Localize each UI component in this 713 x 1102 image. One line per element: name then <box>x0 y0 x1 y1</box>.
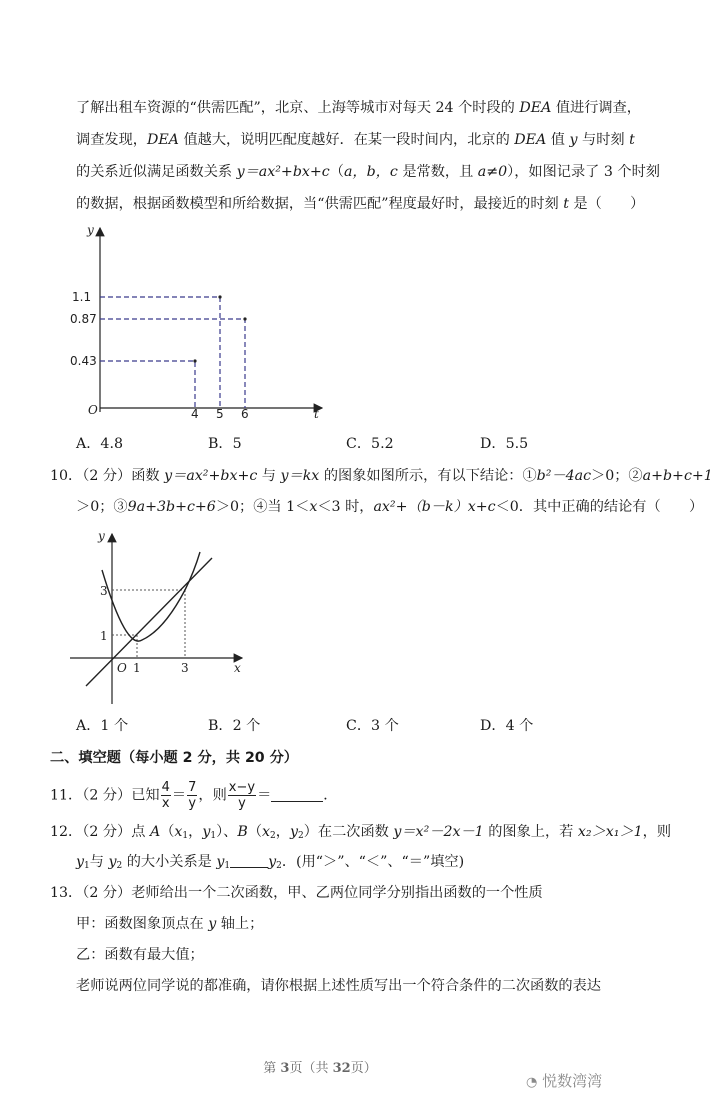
x-tick-4: 4 <box>191 407 199 421</box>
q10-option-b[interactable]: B．2 个 <box>208 718 261 734</box>
q11-answer-blank[interactable] <box>271 787 323 802</box>
figure-parabola-line <box>64 528 254 708</box>
fraction-4-over-x: $\frac{4}{x}$ <box>161 780 170 811</box>
y-tick-3: 3 <box>100 584 108 598</box>
q9-line-4: 的数据，根据函数模型和所给数据，当“供需匹配”程度最好时，最接近的时刻 t 是（ ） <box>76 196 645 212</box>
y-axis-label: y <box>87 223 94 237</box>
wechat-icon: ◔ <box>526 1075 538 1090</box>
x-axis-label: x <box>234 661 241 675</box>
y-tick-1: 1 <box>100 629 108 643</box>
q9-line-2: 调查发现，DEA 值越大，说明匹配度越好．在某一段时间内，北京的 DEA 值 y 与时刻 t <box>76 132 635 148</box>
q12-answer-blank[interactable] <box>230 853 268 868</box>
watermark: ◔ 悦数湾湾 <box>526 1072 603 1090</box>
fraction-7-over-y: $\frac{7}{y}$ <box>188 780 197 811</box>
q10-line-2: ＞0；③9a+3b+c+6＞0；④当 1＜x＜3 时，ax²+（b－k）x+c＜0．其中正确的结论有（ ） <box>76 499 704 515</box>
q10-option-a[interactable]: A．1 个 <box>76 718 129 734</box>
q13-line-1: 13．（2 分）老师给出一个二次函数，甲、乙两位同学分别指出函数的一个性质 <box>50 885 543 901</box>
origin-label: O <box>88 403 98 417</box>
q10-line-1: 10．（2 分）函数 y＝ax²+bx+c 与 y＝kx 的图象如图所示，有以下结论：①b²－4ac＞0；②a+b+c+1 <box>50 468 713 484</box>
q13-line-2: 甲：函数图象顶点在 y 轴上； <box>76 916 264 932</box>
y-axis-label: y <box>98 529 105 543</box>
y-tick-0.43: 0.43 <box>70 354 97 368</box>
q9-option-d[interactable]: D．5.5 <box>480 436 529 452</box>
q9-line-1: 了解出租车资源的“供需匹配”，北京、上海等城市对每天 24 个时段的 DEA 值进行调查， <box>76 100 641 116</box>
q9-option-c[interactable]: C．5.2 <box>346 436 394 452</box>
x-tick-1: 1 <box>133 661 141 675</box>
q12-line-2: $y_1$与 $y_2$ 的大小关系是 $y_1$ $y_2$．(用“＞”、“＜”、“＝”填空) <box>76 854 465 871</box>
x-tick-6: 6 <box>241 407 249 421</box>
y-tick-1.1: 1.1 <box>72 290 92 304</box>
dashed-guide-1.1 <box>100 297 220 408</box>
y-tick-0.87: 0.87 <box>70 312 97 326</box>
x-tick-3: 3 <box>181 661 189 675</box>
q13-line-3: 乙：函数有最大值； <box>76 947 204 963</box>
q9-line-3: 的关系近似满足函数关系 y＝ax²+bx+c（a，b，c 是常数，且 a≠0），如图记录了 3 个时刻 <box>76 164 660 180</box>
q9-option-b[interactable]: B．5 <box>208 436 242 452</box>
origin-label: O <box>117 661 127 675</box>
q13-line-4: 老师说两位同学说的都准确，请你根据上述性质写出一个符合条件的二次函数的表达 <box>76 978 601 994</box>
x-tick-5: 5 <box>216 407 224 421</box>
q12-line-1: 12．（2 分）点 $A(x_1$，$y_1$）、$B(x_2$，$y_2$）在二次函数 y＝x²－2x－1 的图象上，若 x₂＞x₁＞1，则 <box>50 824 672 841</box>
dashed-guide-0.87 <box>100 319 245 408</box>
q10-option-c[interactable]: C．3 个 <box>346 718 399 734</box>
q9-option-a[interactable]: A．4.8 <box>76 436 123 452</box>
q11-line: 11．（2 分）已知 $\frac{4}{x}$ ＝ $\frac{7}{y}$ ，则 $\frac{x-y}{y}$ ＝ ． <box>50 780 338 811</box>
figure-dea-graph <box>70 220 330 420</box>
fraction-x-minus-y-over-y: $\frac{x-y}{y}$ <box>228 780 256 811</box>
dashed-guide-0.43 <box>100 361 195 408</box>
t-axis-label: t <box>314 407 319 421</box>
q10-option-d[interactable]: D．4 个 <box>480 718 534 734</box>
section-heading-fill-blank: 二、填空题（每小题 2 分，共 20 分） <box>50 750 298 766</box>
page-footer: 第 3页（共 32页） <box>263 1061 377 1076</box>
